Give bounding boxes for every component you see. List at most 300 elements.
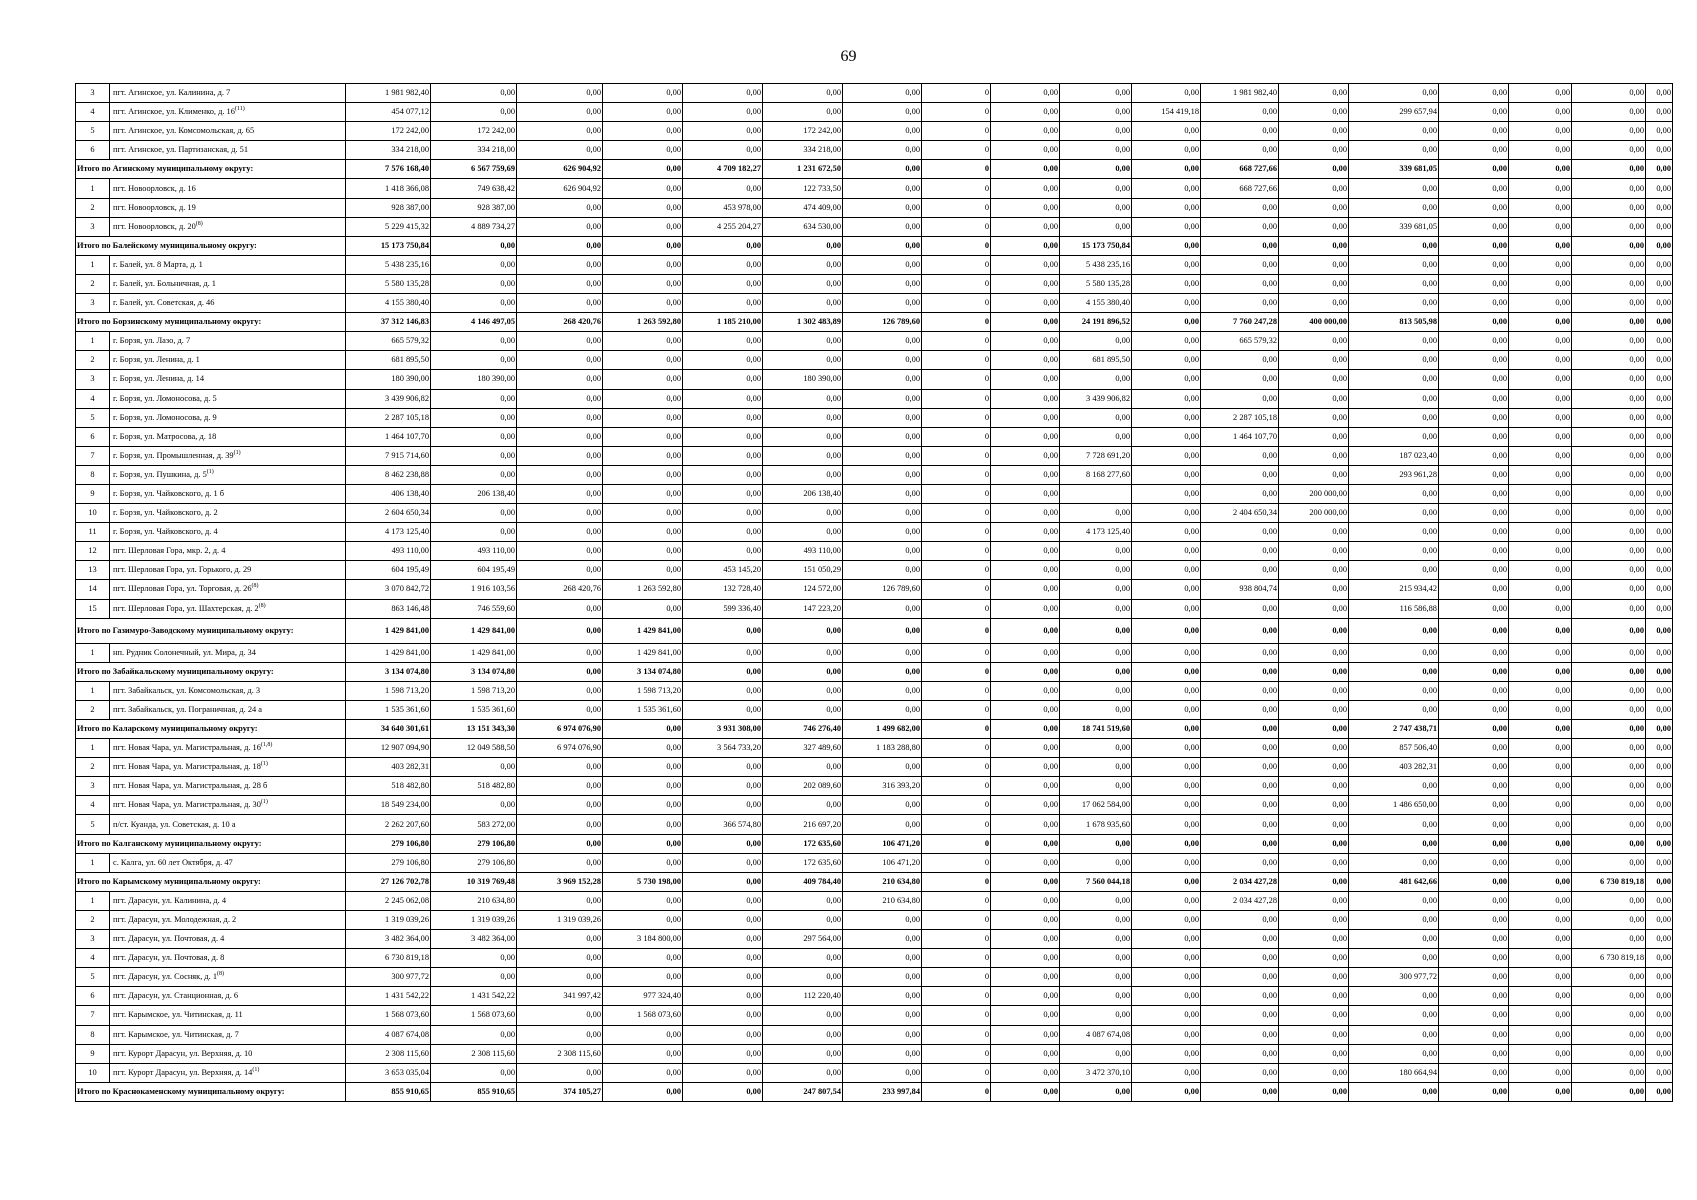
value-cell: 151 050,29: [763, 561, 843, 580]
table-row: [76, 561, 1673, 580]
value-cell: 0,00: [603, 561, 683, 580]
value-cell: 0,00: [517, 1063, 603, 1082]
repair-program-table: [75, 83, 1673, 1102]
address-text: п/ст. Куанда, ул. Советская, д. 10 а: [113, 819, 236, 829]
value-cell: 0,00: [683, 523, 763, 542]
value-cell: 0,00: [517, 758, 603, 777]
row-number: 2: [76, 910, 110, 929]
value-cell: 0,00: [991, 484, 1060, 503]
row-number: 13: [76, 561, 110, 580]
value-cell: 2 308 115,60: [517, 1044, 603, 1063]
value-cell: 279 106,80: [346, 853, 431, 872]
row-number: 7: [76, 1006, 110, 1025]
value-cell: 0,00: [991, 618, 1060, 643]
value-cell: 0,00: [1572, 599, 1646, 618]
value-cell: 0,00: [763, 1025, 843, 1044]
table-row: [76, 217, 1673, 236]
value-cell: 0: [922, 408, 991, 427]
value-cell: 0,00: [1439, 662, 1509, 681]
value-cell: 0,00: [1646, 408, 1673, 427]
value-cell: 0,00: [843, 1044, 922, 1063]
row-number: 11: [76, 523, 110, 542]
table-row: [76, 523, 1673, 542]
value-cell: 2 034 427,28: [1201, 872, 1279, 891]
table-row: [76, 758, 1673, 777]
value-cell: 0,00: [1132, 580, 1201, 599]
value-cell: 0,00: [1060, 1006, 1132, 1025]
value-cell: 3 439 906,82: [1060, 389, 1132, 408]
value-cell: 0: [922, 930, 991, 949]
value-cell: 0,00: [1572, 217, 1646, 236]
value-cell: 0,00: [1646, 872, 1673, 891]
value-cell: 0,00: [1349, 891, 1439, 910]
value-cell: 0,00: [991, 160, 1060, 179]
value-cell: 0,00: [683, 484, 763, 503]
value-cell: 0: [922, 599, 991, 618]
value-cell: 0,00: [843, 681, 922, 700]
value-cell: 0,00: [1646, 618, 1673, 643]
value-cell: 0,00: [1349, 274, 1439, 293]
value-cell: 106 471,20: [843, 853, 922, 872]
value-cell: 0,00: [1349, 141, 1439, 160]
value-cell: 0,00: [1572, 561, 1646, 580]
value-cell: 0,00: [763, 681, 843, 700]
value-cell: 3 931 308,00: [683, 720, 763, 739]
value-cell: 0,00: [843, 198, 922, 217]
value-cell: 0,00: [1572, 122, 1646, 141]
value-cell: 0,00: [1646, 484, 1673, 503]
value-cell: 0,00: [683, 84, 763, 103]
address-cell: [110, 815, 346, 834]
value-cell: 0,00: [1509, 681, 1572, 700]
value-cell: 0,00: [1509, 618, 1572, 643]
address-text: пгт. Новая Чара, ул. Магистральная, д. 16: [113, 743, 261, 753]
value-cell: 206 138,40: [763, 484, 843, 503]
value-cell: 0,00: [1132, 662, 1201, 681]
value-cell: 0,00: [843, 1063, 922, 1082]
value-cell: 0,00: [843, 370, 922, 389]
value-cell: 668 727,66: [1201, 160, 1279, 179]
value-cell: 0,00: [1201, 198, 1279, 217]
row-number: 1: [76, 255, 110, 274]
value-cell: 0: [922, 179, 991, 198]
value-cell: 0,00: [517, 427, 603, 446]
address-cell: [110, 1044, 346, 1063]
value-cell: 0: [922, 987, 991, 1006]
value-cell: 0,00: [517, 1025, 603, 1044]
value-cell: 2 262 207,60: [346, 815, 431, 834]
value-cell: 0,00: [763, 408, 843, 427]
value-cell: 0: [922, 446, 991, 465]
value-cell: 0: [922, 542, 991, 561]
value-cell: 0,00: [843, 542, 922, 561]
row-number: 12: [76, 542, 110, 561]
value-cell: 0,00: [431, 758, 517, 777]
value-cell: 0,00: [1646, 313, 1673, 332]
value-cell: 0,00: [1201, 217, 1279, 236]
value-cell: 665 579,32: [346, 332, 431, 351]
table-row: [76, 179, 1673, 198]
address-cell: [110, 427, 346, 446]
value-cell: 0,00: [763, 427, 843, 446]
value-cell: 0,00: [1509, 84, 1572, 103]
value-cell: 681 895,50: [1060, 351, 1132, 370]
value-cell: 0,00: [1572, 853, 1646, 872]
value-cell: 0,00: [603, 103, 683, 122]
value-cell: 0,00: [1509, 294, 1572, 313]
value-cell: 0,00: [431, 294, 517, 313]
value-cell: 1 568 073,60: [346, 1006, 431, 1025]
value-cell: 0,00: [991, 465, 1060, 484]
value-cell: 0,00: [1572, 1082, 1646, 1101]
value-cell: 0,00: [1646, 122, 1673, 141]
value-cell: 0,00: [1279, 141, 1349, 160]
value-cell: 0,00: [431, 84, 517, 103]
value-cell: 0,00: [991, 542, 1060, 561]
address-cell: [110, 777, 346, 796]
value-cell: 0,00: [1646, 389, 1673, 408]
value-cell: 0,00: [763, 84, 843, 103]
value-cell: 0,00: [1509, 141, 1572, 160]
value-cell: 5 229 415,32: [346, 217, 431, 236]
value-cell: 0,00: [991, 351, 1060, 370]
value-cell: 180 664,94: [1349, 1063, 1439, 1082]
value-cell: 0,00: [991, 1082, 1060, 1101]
value-cell: 3 134 074,80: [346, 662, 431, 681]
value-cell: 0,00: [1646, 758, 1673, 777]
value-cell: 0,00: [1349, 408, 1439, 427]
value-cell: 0,00: [843, 968, 922, 987]
value-cell: 0,00: [1060, 891, 1132, 910]
value-cell: 0,00: [603, 891, 683, 910]
value-cell: 0,00: [683, 103, 763, 122]
value-cell: 0,00: [991, 370, 1060, 389]
value-cell: 0,00: [1279, 662, 1349, 681]
subtotal-row: [76, 834, 1673, 853]
value-cell: [1060, 484, 1132, 503]
value-cell: 0,00: [1349, 484, 1439, 503]
value-cell: 0,00: [1439, 643, 1509, 662]
address-cell: [110, 294, 346, 313]
address-text: пгт. Дарасун, ул. Станционная, д. 6: [113, 991, 239, 1001]
address-text: г. Борзя, ул. Чайковского, д. 4: [113, 527, 218, 537]
value-cell: 0,00: [991, 332, 1060, 351]
value-cell: 0,00: [1060, 834, 1132, 853]
value-cell: 0,00: [1279, 122, 1349, 141]
value-cell: 0,00: [1646, 504, 1673, 523]
value-cell: 0,00: [1349, 561, 1439, 580]
value-cell: 0,00: [991, 662, 1060, 681]
subtotal-label: Итого по Забайкальскому муниципальному округу:: [76, 662, 346, 681]
table-row: [76, 853, 1673, 872]
value-cell: 0,00: [1349, 332, 1439, 351]
value-cell: 37 312 146,83: [346, 313, 431, 332]
value-cell: 0,00: [603, 542, 683, 561]
value-cell: 210 634,80: [431, 891, 517, 910]
value-cell: 454 077,12: [346, 103, 431, 122]
value-cell: 13 151 343,30: [431, 720, 517, 739]
value-cell: 0,00: [1509, 1082, 1572, 1101]
value-cell: 0,00: [517, 643, 603, 662]
value-cell: 0,00: [603, 160, 683, 179]
address-text: г. Балей, ул. 8 Марта, д. 1: [113, 259, 203, 269]
value-cell: 0,00: [1279, 834, 1349, 853]
address-text: пгт. Новая Чара, ул. Магистральная, д. 18: [113, 762, 261, 772]
value-cell: 0,00: [1439, 313, 1509, 332]
table-row: [76, 389, 1673, 408]
value-cell: 0,00: [1132, 796, 1201, 815]
value-cell: 938 804,74: [1201, 580, 1279, 599]
value-cell: 2 287 105,18: [346, 408, 431, 427]
value-cell: 0,00: [1132, 179, 1201, 198]
value-cell: 0,00: [1349, 122, 1439, 141]
value-cell: 0,00: [843, 949, 922, 968]
value-cell: 0,00: [1279, 643, 1349, 662]
value-cell: 0,00: [1572, 739, 1646, 758]
value-cell: 626 904,92: [517, 179, 603, 198]
value-cell: 0,00: [991, 580, 1060, 599]
value-cell: 0,00: [1060, 217, 1132, 236]
footnote-marker: (1,8): [260, 742, 273, 749]
value-cell: 0,00: [843, 796, 922, 815]
value-cell: 0,00: [1201, 542, 1279, 561]
value-cell: 0,00: [1201, 796, 1279, 815]
address-cell: [110, 643, 346, 662]
value-cell: 0,00: [1349, 834, 1439, 853]
value-cell: 0,00: [1060, 141, 1132, 160]
value-cell: 0: [922, 274, 991, 293]
value-cell: 0,00: [1646, 891, 1673, 910]
value-cell: 0,00: [1201, 389, 1279, 408]
value-cell: 0,00: [517, 332, 603, 351]
value-cell: 0,00: [1572, 910, 1646, 929]
value-cell: 0,00: [1279, 777, 1349, 796]
table-row: [76, 504, 1673, 523]
value-cell: 0,00: [1132, 1025, 1201, 1044]
value-cell: 0,00: [1279, 179, 1349, 198]
row-number: 3: [76, 294, 110, 313]
value-cell: 0,00: [1646, 427, 1673, 446]
address-text: г. Борзя, ул. Матросова, д. 18: [113, 431, 217, 441]
table-row: [76, 1025, 1673, 1044]
value-cell: 0,00: [843, 84, 922, 103]
value-cell: 1 429 841,00: [603, 618, 683, 643]
value-cell: 0,00: [1132, 141, 1201, 160]
value-cell: 0: [922, 643, 991, 662]
value-cell: 0,00: [991, 930, 1060, 949]
value-cell: 0,00: [991, 236, 1060, 255]
value-cell: 0,00: [763, 796, 843, 815]
value-cell: 0,00: [1201, 1006, 1279, 1025]
value-cell: 977 324,40: [603, 987, 683, 1006]
address-text: г. Борзя, ул. Промышленная, д. 39: [113, 450, 234, 460]
address-cell: [110, 504, 346, 523]
value-cell: 0,00: [683, 891, 763, 910]
value-cell: 0,00: [517, 198, 603, 217]
value-cell: 2 287 105,18: [1201, 408, 1279, 427]
value-cell: 15 173 750,84: [1060, 236, 1132, 255]
value-cell: 0,00: [1060, 332, 1132, 351]
value-cell: 0,00: [1439, 1044, 1509, 1063]
address-text: пгт. Шерловая Гора, мкр. 2, д. 4: [113, 546, 226, 556]
value-cell: 0,00: [1646, 580, 1673, 599]
value-cell: 0,00: [1509, 465, 1572, 484]
value-cell: 0,00: [683, 465, 763, 484]
subtotal-row: [76, 160, 1673, 179]
value-cell: 0,00: [603, 198, 683, 217]
value-cell: 0,00: [1646, 930, 1673, 949]
value-cell: 0,00: [683, 700, 763, 719]
value-cell: 403 282,31: [346, 758, 431, 777]
value-cell: 0,00: [431, 332, 517, 351]
value-cell: 0,00: [991, 408, 1060, 427]
value-cell: 300 977,72: [1349, 968, 1439, 987]
value-cell: 0,00: [1132, 84, 1201, 103]
value-cell: 0: [922, 815, 991, 834]
value-cell: 0,00: [1572, 618, 1646, 643]
value-cell: 0,00: [1132, 815, 1201, 834]
value-cell: 1 486 650,00: [1349, 796, 1439, 815]
value-cell: 0,00: [683, 968, 763, 987]
value-cell: 297 564,00: [763, 930, 843, 949]
value-cell: 233 997,84: [843, 1082, 922, 1101]
value-cell: 0,00: [1132, 930, 1201, 949]
value-cell: 0,00: [763, 891, 843, 910]
value-cell: 0,00: [1279, 160, 1349, 179]
table-row: [76, 103, 1673, 122]
value-cell: 0,00: [1201, 700, 1279, 719]
value-cell: 0: [922, 758, 991, 777]
subtotal-row: [76, 618, 1673, 643]
value-cell: 0,00: [1572, 777, 1646, 796]
value-cell: 0,00: [431, 427, 517, 446]
address-text: г. Борзя, ул. Ленина, д. 1: [113, 355, 200, 365]
value-cell: 0,00: [1509, 160, 1572, 179]
value-cell: 0,00: [1060, 739, 1132, 758]
value-cell: 216 697,20: [763, 815, 843, 834]
value-cell: 0,00: [1646, 987, 1673, 1006]
value-cell: 0,00: [1572, 815, 1646, 834]
value-cell: 0,00: [1439, 217, 1509, 236]
value-cell: 1 185 210,00: [683, 313, 763, 332]
value-cell: 0,00: [1439, 739, 1509, 758]
value-cell: 0,00: [1201, 643, 1279, 662]
value-cell: 0,00: [603, 389, 683, 408]
value-cell: 0,00: [1349, 351, 1439, 370]
value-cell: 0,00: [1572, 389, 1646, 408]
address-cell: [110, 949, 346, 968]
value-cell: 626 904,92: [517, 160, 603, 179]
value-cell: 0,00: [1572, 662, 1646, 681]
value-cell: 481 642,66: [1349, 872, 1439, 891]
value-cell: 0,00: [1572, 987, 1646, 1006]
value-cell: 0,00: [517, 891, 603, 910]
row-number: 3: [76, 777, 110, 796]
table-row: [76, 910, 1673, 929]
value-cell: 7 560 044,18: [1060, 872, 1132, 891]
value-cell: 18 549 234,00: [346, 796, 431, 815]
value-cell: 341 997,42: [517, 987, 603, 1006]
value-cell: 0,00: [683, 643, 763, 662]
value-cell: 0,00: [1572, 141, 1646, 160]
address-cell: [110, 1063, 346, 1082]
value-cell: 0,00: [1132, 427, 1201, 446]
table-row: [76, 122, 1673, 141]
address-text: г. Борзя, ул. Чайковского, д. 1 б: [113, 489, 225, 499]
value-cell: 0,00: [603, 968, 683, 987]
value-cell: 0,00: [683, 777, 763, 796]
address-text: с. Калга, ул. 60 лет Октября, д. 47: [113, 857, 233, 867]
value-cell: 1 568 073,60: [431, 1006, 517, 1025]
value-cell: 0,00: [683, 542, 763, 561]
value-cell: 928 387,00: [431, 198, 517, 217]
value-cell: 2 747 438,71: [1349, 720, 1439, 739]
value-cell: 0,00: [683, 179, 763, 198]
value-cell: 665 579,32: [1201, 332, 1279, 351]
address-cell: [110, 198, 346, 217]
value-cell: 0,00: [991, 834, 1060, 853]
value-cell: 0,00: [1572, 930, 1646, 949]
value-cell: 7 576 168,40: [346, 160, 431, 179]
value-cell: 0,00: [1439, 370, 1509, 389]
value-cell: 0,00: [991, 720, 1060, 739]
value-cell: 0,00: [1439, 853, 1509, 872]
value-cell: 0,00: [1279, 1082, 1349, 1101]
value-cell: 0,00: [1132, 523, 1201, 542]
value-cell: 0,00: [1572, 103, 1646, 122]
value-cell: 0,00: [1060, 1082, 1132, 1101]
subtotal-label: Итого по Газимуро-Заводскому муниципальному округу:: [76, 618, 346, 643]
value-cell: 4 709 182,27: [683, 160, 763, 179]
table-row: [76, 681, 1673, 700]
value-cell: 0,00: [603, 465, 683, 484]
row-number: 2: [76, 700, 110, 719]
address-text: пгт. Новоорловск, д. 20: [113, 221, 196, 231]
value-cell: 3 653 035,04: [346, 1063, 431, 1082]
value-cell: 0,00: [1201, 1044, 1279, 1063]
value-cell: 0,00: [1060, 758, 1132, 777]
value-cell: 0,00: [1646, 236, 1673, 255]
address-cell: [110, 1025, 346, 1044]
value-cell: 0,00: [1279, 542, 1349, 561]
value-cell: 0,00: [763, 1006, 843, 1025]
value-cell: 0,00: [683, 872, 763, 891]
value-cell: 3 439 906,82: [346, 389, 431, 408]
value-cell: 0,00: [683, 796, 763, 815]
value-cell: 0,00: [1572, 484, 1646, 503]
value-cell: 2 308 115,60: [431, 1044, 517, 1063]
value-cell: 0,00: [1509, 815, 1572, 834]
address-text: пгт. Карымское, ул. Читинская, д. 11: [113, 1010, 243, 1020]
value-cell: 0,00: [991, 389, 1060, 408]
value-cell: 334 218,00: [346, 141, 431, 160]
value-cell: 0,00: [683, 834, 763, 853]
value-cell: 0,00: [1439, 103, 1509, 122]
value-cell: 0: [922, 777, 991, 796]
value-cell: 0,00: [1646, 700, 1673, 719]
value-cell: 0,00: [1439, 294, 1509, 313]
value-cell: 0: [922, 1044, 991, 1063]
value-cell: 0,00: [991, 561, 1060, 580]
address-text: г. Борзя, ул. Лазо, д. 7: [113, 336, 191, 346]
value-cell: 0,00: [843, 599, 922, 618]
value-cell: 206 138,40: [431, 484, 517, 503]
value-cell: 0,00: [1349, 662, 1439, 681]
value-cell: 0,00: [843, 141, 922, 160]
value-cell: 0,00: [603, 427, 683, 446]
value-cell: 0,00: [1572, 427, 1646, 446]
value-cell: 0,00: [683, 408, 763, 427]
